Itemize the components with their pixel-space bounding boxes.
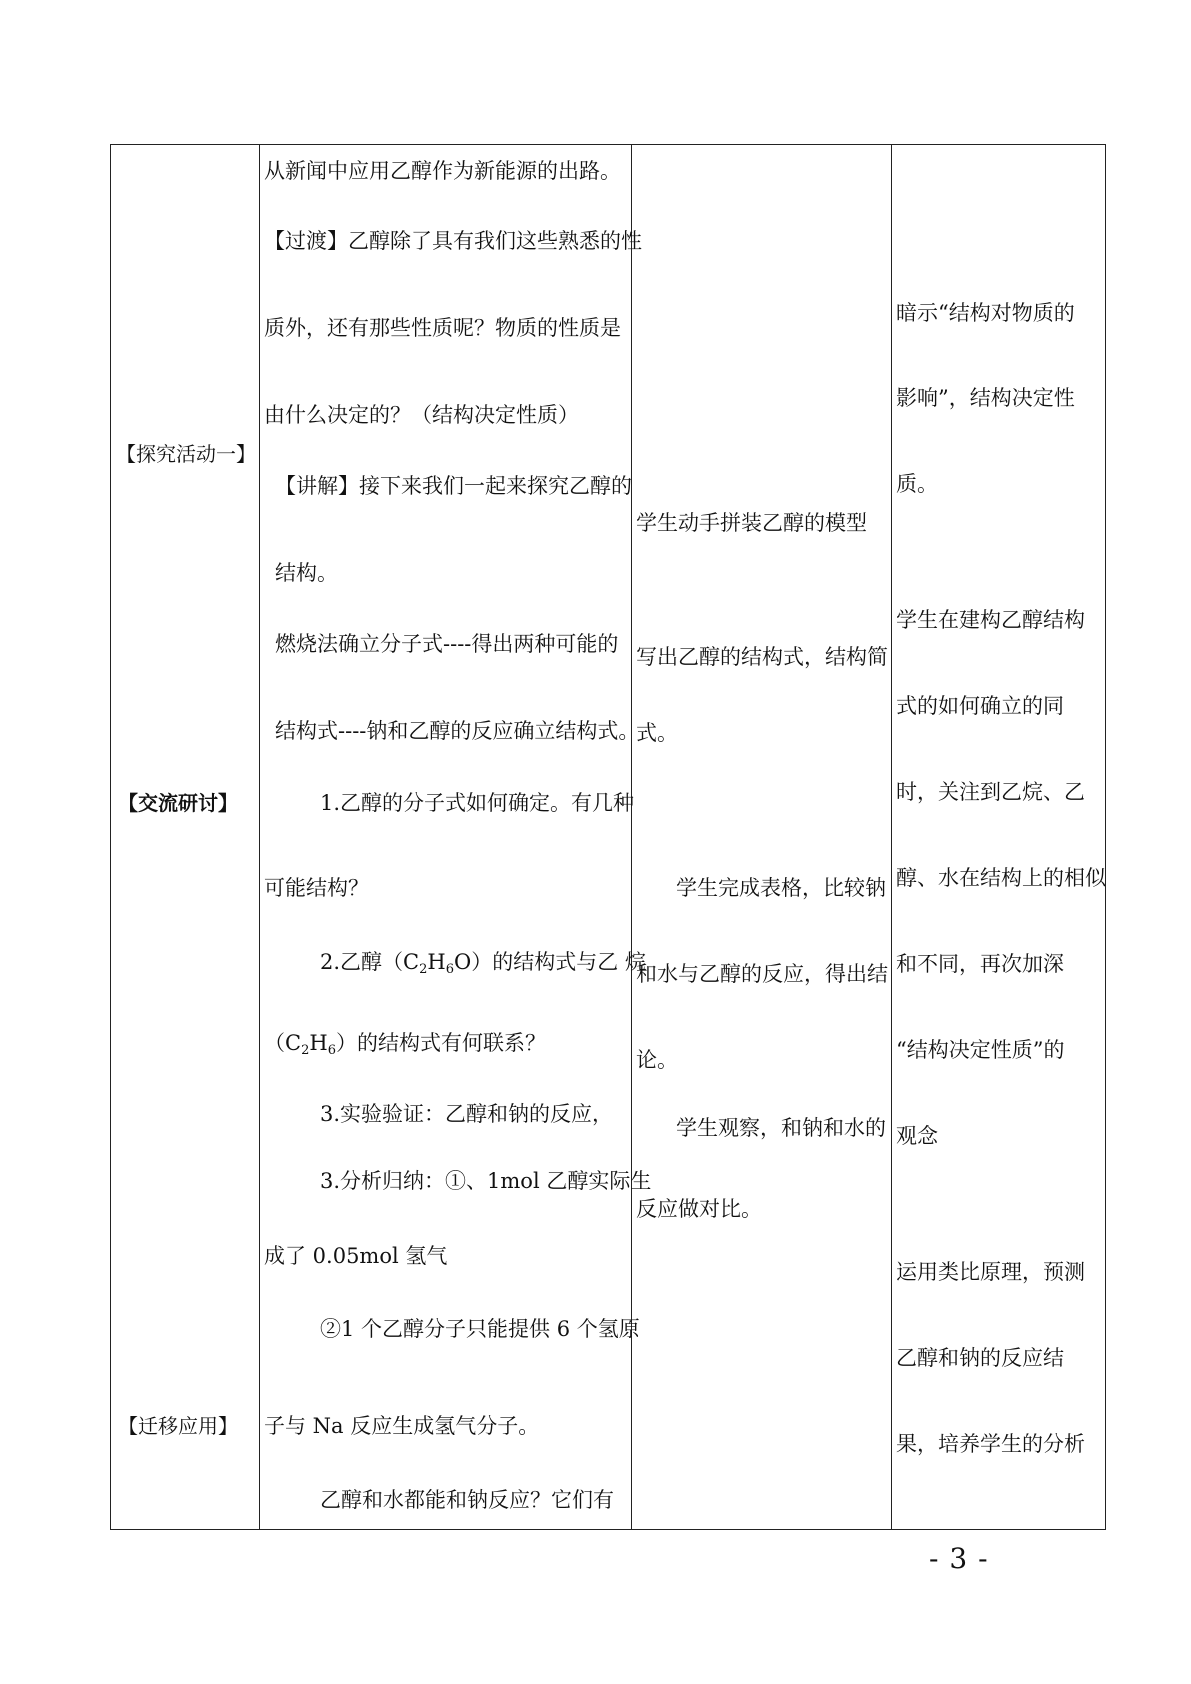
student-line: 论。 [636,1048,678,1072]
student-line: 学生动手拼装乙醇的模型 [636,511,867,535]
teacher-line: 子与 Na 反应生成氢气分子。 [264,1414,540,1438]
table-left-border [110,144,111,1530]
teacher-line: 成了 0.05mol 氢气 [264,1244,448,1268]
teacher-line-formula: 2.乙醇$(C_2H_6O)$的结构式与乙 烷 [320,950,646,977]
teacher-line: 结构。 [275,561,338,585]
student-line: 反应做对比。 [636,1197,762,1221]
design-intent-line: “结构决定性质”的 [896,1038,1065,1062]
teacher-line: 由什么决定的？（结构决定性质） [264,403,579,427]
design-intent-line: 乙醇和钠的反应结 [896,1346,1064,1370]
teacher-line: 3.分析归纳：①、1mol 乙醇实际生 [320,1169,652,1193]
page-number: - 3 - [929,1542,989,1575]
stage-discussion: 【交流研讨】 [118,791,238,815]
student-line: 和水与乙醇的反应，得出结 [636,962,888,986]
column-divider-3 [891,144,892,1530]
teacher-line: 3.实验验证：乙醇和钠的反应， [320,1102,614,1126]
teacher-line: ②1 个乙醇分子只能提供 6 个氢原 [320,1317,640,1341]
column-divider-1 [259,144,260,1530]
teacher-line: 燃烧法确立分子式----得出两种可能的 [275,632,619,656]
lesson-plan-table [110,144,1106,1530]
teacher-line: 【讲解】接下来我们一起来探究乙醇的 [275,474,632,498]
design-intent-line: 时，关注到乙烷、乙 [896,780,1085,804]
teacher-line-formula: $(C_2H_6)$的结构式有何联系？ [264,1031,546,1058]
teacher-line: 可能结构？ [264,876,369,900]
student-line: 写出乙醇的结构式，结构简 [636,645,888,669]
design-intent-line: 果，培养学生的分析 [896,1432,1085,1456]
table-right-border [1105,144,1106,1530]
design-intent-line: 质。 [896,472,938,496]
design-intent-line: 影响”，结构决定性 [896,386,1075,410]
teacher-line: 质外，还有那些性质呢？物质的性质是 [264,316,621,340]
student-line: 学生观察，和钠和水的 [676,1116,886,1140]
teacher-line: 【过渡】乙醇除了具有我们这些熟悉的性 [264,229,642,253]
stage-explore-activity: 【探究活动一】 [116,442,256,466]
design-intent-line: 学生在建构乙醇结构 [896,608,1085,632]
teacher-line: 乙醇和水都能和钠反应？它们有 [320,1488,614,1512]
student-line: 式。 [636,721,678,745]
student-line: 学生完成表格，比较钠 [676,876,886,900]
design-intent-line: 运用类比原理，预测 [896,1260,1085,1284]
design-intent-line: 暗示“结构对物质的 [896,301,1075,325]
design-intent-line: 式的如何确立的同 [896,694,1064,718]
teacher-line: 1.乙醇的分子式如何确定。有几种 [320,791,635,815]
design-intent-line: 醇、水在结构上的相似 [896,866,1106,890]
teacher-line: 结构式----钠和乙醇的反应确立结构式。 [275,719,640,743]
design-intent-line: 观念 [896,1124,938,1148]
stage-transfer-application: 【迁移应用】 [118,1414,238,1438]
teacher-line: 从新闻中应用乙醇作为新能源的出路。 [264,159,621,183]
design-intent-line: 和不同，再次加深 [896,952,1064,976]
